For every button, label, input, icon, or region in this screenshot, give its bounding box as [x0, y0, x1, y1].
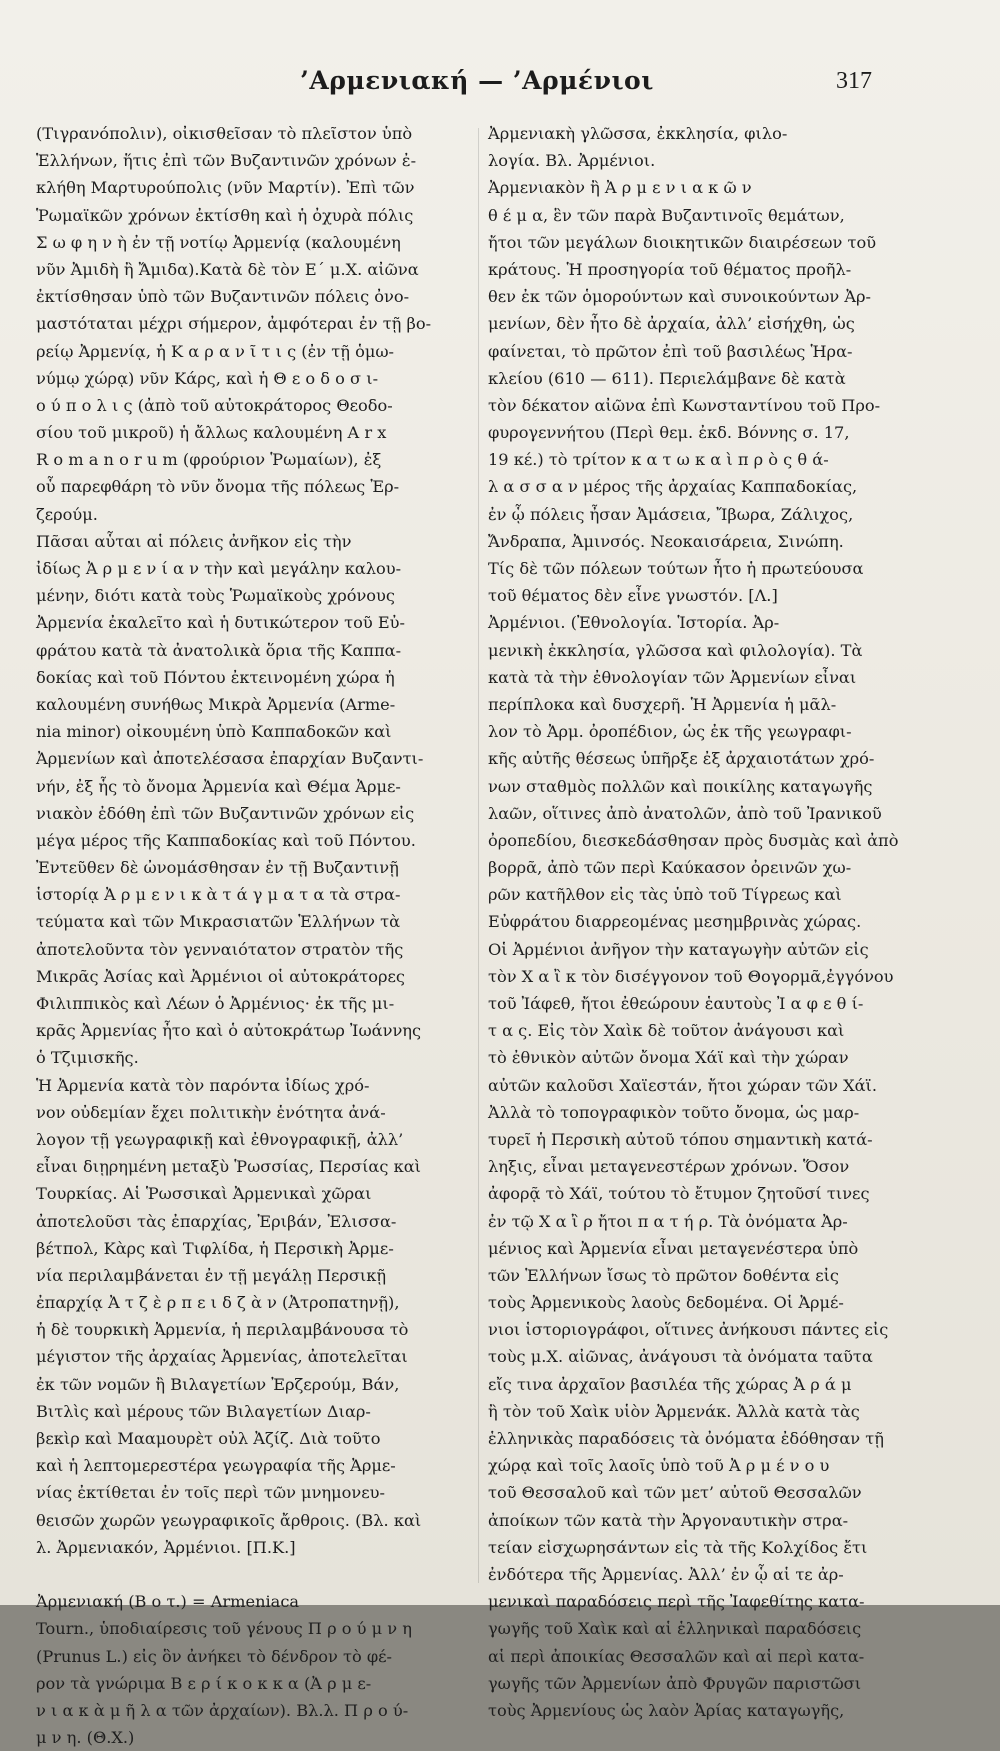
right-column-line: ληξις, εἶναι μεταγενεστέρων χρόνων. Ὅσον — [488, 1157, 850, 1177]
right-column-line: αἱ περὶ ἀποικίας Θεσσαλῶν καὶ αἱ περὶ κατα- — [488, 1646, 865, 1666]
right-column-line: Ἀλλὰ τὸ τοπογραφικὸν τοῦτο ὄνομα, ὡς μαρ- — [488, 1102, 860, 1122]
left-column-line: (Τιγρανόπολιν), οἰκισθεῖσαν τὸ πλεῖστον ὑπὸ — [36, 124, 413, 143]
left-column-line: νήν, ἐξ ἧς τὸ ὄνομα Ἀρμενία καὶ Θέμα Ἀρμε- — [36, 776, 401, 796]
left-column-line: Βιτλὶς καὶ μέρους τῶν Βιλαγετίων Διαρ- — [36, 1401, 371, 1421]
left-column-line: Μικρᾶς Ἀσίας καὶ Ἀρμένιοι οἱ αὐτοκράτορες — [36, 966, 405, 986]
left-column-line: Φιλιππικὸς καὶ Λέων ὁ Ἀρμένιος· ἐκ τῆς μι- — [36, 994, 395, 1013]
right-column — [488, 120, 920, 1724]
left-column-line: Ἀρμενίων καὶ ἀποτελέσασα ἐπαρχίαν Βυζαντι- — [36, 749, 424, 769]
left-column-line: Πᾶσαι αὗται αἱ πόλεις ἀνῆκον εἰς τὴν — [36, 531, 352, 551]
right-column-line: μένιος καὶ Ἀρμενία εἶναι μεταγενέστερα ὑπὸ — [488, 1238, 859, 1258]
left-column-line: Ἐντεῦθεν δὲ ὠνομάσθησαν ἐν τῇ Βυζαντινῇ — [36, 858, 399, 878]
left-column-line: ἰδίως Ἀ ρ μ ε ν ί α ν τὴν καὶ μεγάλην καλου- — [36, 559, 402, 578]
left-column-line: μένην, διότι κατὰ τοὺς Ῥωμαϊκοὺς χρόνους — [36, 586, 395, 606]
left-column-line: κλήθη Μαρτυρούπολις (νῦν Μαρτίν). Ἐπὶ τῶν — [36, 178, 415, 198]
left-column-line: θεισῶν χωρῶν γεωγραφικοῖς ἄρθροις. (Βλ. καὶ — [36, 1510, 422, 1530]
left-column-line: ἐκ τῶν νομῶν ἢ Βιλαγετίων Ἐρζερούμ, Βάν, — [36, 1374, 400, 1394]
right-column-line: λαῶν, οἵτινες ἀπὸ ἀνατολῶν, ἀπὸ τοῦ Ἰρανικοῦ — [488, 803, 882, 823]
right-column-line: τὸν δέκατον αἰῶνα ἐπὶ Κωνσταντίνου τοῦ Προ- — [488, 395, 881, 415]
left-column-line: nia minor) οἰκουμένη ὑπὸ Καππαδοκῶν καὶ — [36, 722, 392, 742]
left-column-line: καλουμένη συνήθως Μικρὰ Ἀρμενία (Arme- — [36, 694, 396, 714]
right-column-line: Ἀρμενιακὸν ἢ Ἀ ρ μ ε ν ι α κ ῶ ν — [488, 178, 752, 198]
right-column-line: νιοι ἱστοριογράφοι, οἵτινες ἀνήκουσι πάντες εἰς — [488, 1320, 889, 1340]
right-column-line: βορρᾶ, ἀπὸ τῶν περὶ Καύκασον ὀρεινῶν χω- — [488, 858, 852, 878]
left-column-line: Ῥωμαϊκῶν χρόνων ἐκτίσθη καὶ ἡ ὀχυρὰ πόλις — [36, 205, 414, 225]
left-column-line: δοκίας καὶ τοῦ Πόντου ἐκτεινομένη χώρα ἡ — [36, 667, 395, 687]
left-column — [36, 120, 468, 1751]
left-column-line: νῦν Ἀμιδὴ ἢ Ἄμιδα).Κατὰ δὲ τὸν Ε΄ μ.Χ. αἰῶνα — [36, 259, 419, 279]
right-column-line: ἢ τὸν τοῦ Χαὶκ υἱὸν Ἀρμενάκ. Ἀλλὰ κατὰ τὰς — [488, 1401, 860, 1421]
right-column-line: φαίνεται, τὸ πρῶτον ἐπὶ τοῦ βασιλέως Ἡρα- — [488, 341, 853, 361]
right-column-line: Ἄνδραπα, Ἀμινσός. Νεοκαισάρεια, Σινώπη. — [488, 531, 844, 551]
right-column-line: ρῶν κατῆλθον εἰς τὰς ὑπὸ τοῦ Τίγρεως καὶ — [488, 885, 842, 905]
right-column-line: τοὺς μ.Χ. αἰῶνας, ἀνάγουσι τὰ ὀνόματα ταῦτα — [488, 1347, 873, 1367]
right-column-line: ἀποίκων τῶν κατὰ τὴν Ἀργοναυτικὴν στρα- — [488, 1510, 849, 1530]
right-column-line: ἐνδότερα τῆς Ἀρμενίας. Ἀλλ’ ἐν ᾧ αἱ τε ἀρ- — [488, 1564, 844, 1584]
right-column-line: θ έ μ α, ἓν τῶν παρὰ Βυζαντινοῖς θεμάτων, — [488, 205, 845, 225]
right-column-line: λογία. Βλ. Ἀρμένιοι. — [488, 151, 656, 171]
right-column-line: κράτους. Ἡ προσηγορία τοῦ θέματος προῆλ- — [488, 259, 852, 279]
page-header — [22, 66, 872, 106]
left-column-line: ἱστορίᾳ Ἀ ρ μ ε ν ι κ ὰ τ ά γ μ α τ α τὰ στρα- — [36, 885, 401, 905]
left-column-line: καὶ ἡ λεπτομερεστέρα γεωγραφία τῆς Ἀρμε- — [36, 1456, 396, 1476]
left-column-line: τεύματα καὶ τῶν Μικρασιατῶν Ἑλλήνων τὰ — [36, 912, 401, 932]
left-column-line: μαστόταται μέχρι σήμερον, ἀμφότεραι ἐν τῇ βο- — [36, 314, 432, 334]
right-column-line: Ἀρμένιοι. (Ἐθνολογία. Ἱστορία. Ἀρ- — [488, 613, 780, 633]
page-number: 317 — [836, 68, 872, 94]
right-column-line: ἐν ᾧ πόλεις ἦσαν Ἀμάσεια, Ἴβωρα, Ζάλιχος, — [488, 504, 854, 524]
left-column-line: ἀποτελοῦσι τὰς ἐπαρχίας, Ἐριβάν, Ἐλισσα- — [36, 1211, 397, 1231]
right-column-line: τυρεῖ ἡ Περσικὴ αὐτοῦ τόπου σημαντικὴ κατά- — [488, 1129, 873, 1149]
right-column-line: χώρᾳ καὶ τοῖς λαοῖς ὑπὸ τοῦ Ἀ ρ μ έ ν ο υ — [488, 1456, 830, 1476]
right-column-line: τὸν Χ α ἲ κ τὸν δισέγγονον τοῦ Θογορμᾶ,ἐγγόνου — [488, 966, 894, 986]
right-column-line: περίπλοκα καὶ δυσχερῆ. Ἡ Ἀρμενία ἡ μᾶλ- — [488, 694, 837, 714]
left-column-line: Ἡ Ἀρμενία κατὰ τὸν παρόντα ἰδίως χρό- — [36, 1075, 370, 1095]
right-column-line: ἀφορᾷ τὸ Χάϊ, τούτου τὸ ἔτυμον ζητοῦσί τινες — [488, 1184, 870, 1204]
right-column-line: λον τὸ Ἀρμ. ὀροπέδιον, ὡς ἐκ τῆς γεωγραφι- — [488, 722, 852, 742]
right-column-line: τοῦ θέματος δὲν εἶνε γνωστόν. [Λ.] — [488, 586, 778, 606]
left-column-line: φράτου κατὰ τὰ ἀνατολικὰ ὅρια τῆς Καππα- — [36, 640, 402, 660]
left-column-line: οὗ παρεφθάρη τὸ νῦν ὄνομα τῆς πόλεως Ἐρ- — [36, 477, 400, 497]
left-column-line: σίου τοῦ μικροῦ) ἡ ἄλλως καλουμένη A r x — [36, 423, 387, 443]
right-column-line: μενίων, δὲν ἦτο δὲ ἀρχαία, ἀλλ’ εἰσήχθη, ὡς — [488, 314, 855, 334]
right-column-line: Εὐφράτου διαρρεομένας μεσημβρινὰς χώρας. — [488, 912, 862, 932]
left-column-line: R o m a n o r u m (φρούριον Ῥωμαίων), ἐξ — [36, 450, 382, 470]
right-column-line: τοὺς Ἀρμενικοὺς λαοὺς δεδομένα. Οἱ Ἀρμέ- — [488, 1293, 844, 1313]
left-column-line: ρον τὰ γνώριμα Β ε ρ ί κ ο κ κ α (Ἀ ρ μ ε- — [36, 1673, 372, 1693]
right-column-line: θεν ἐκ τῶν ὁμορούντων καὶ συνοικούντων Ἀρ- — [488, 287, 872, 307]
left-column-line: ἡ δὲ τουρκικὴ Ἀρμενία, ἡ περιλαμβάνουσα τὸ — [36, 1320, 409, 1340]
left-column-line: ὁ Τζιμισκῆς. — [36, 1048, 139, 1068]
right-column-line: κλείου (610 — 611). Περιελάμβανε δὲ κατὰ — [488, 368, 846, 388]
right-column-line: τῶν Ἑλλήνων ἴσως τὸ πρῶτον δοθέντα εἰς — [488, 1265, 839, 1285]
left-column-line: νύμῳ χώρᾳ) νῦν Κάρς, καὶ ἡ Θ ε ο δ ο σ ι- — [36, 368, 379, 388]
left-column-line: Tourn., ὑποδιαίρεσις τοῦ γένους Π ρ ο ύ μ ν η — [36, 1619, 412, 1639]
right-column-line: ἤτοι τῶν μεγάλων διοικητικῶν διαιρέσεων τοῦ — [488, 232, 877, 252]
left-column-line: Τουρκίας. Αἱ Ῥωσσικαὶ Ἀρμενικαὶ χῶραι — [36, 1184, 372, 1204]
left-column-line: ἐκτίσθησαν ὑπὸ τῶν Βυζαντινῶν πόλεις ὀνο- — [36, 287, 410, 307]
left-column-line: κρᾶς Ἀρμενίας ἦτο καὶ ὁ αὐτοκράτωρ Ἰωάννης — [36, 1021, 422, 1041]
left-column-line: ο ύ π ο λ ι ς (ἀπὸ τοῦ αὐτοκράτορος Θεοδο- — [36, 395, 393, 415]
left-column-line: μέγιστον τῆς ἀρχαίας Ἀρμενίας, ἀποτελεῖται — [36, 1347, 408, 1367]
right-column-line: τ α ς. Εἰς τὸν Χαὶκ δὲ τοῦτον ἀνάγουσι καὶ — [488, 1021, 845, 1041]
right-column-line: τοὺς Ἀρμενίους ὡς λαὸν Ἀρίας καταγωγῆς, — [488, 1700, 845, 1720]
right-column-line: Οἱ Ἀρμένιοι ἀνῆγον τὴν καταγωγὴν αὐτῶν εἰς — [488, 939, 869, 959]
left-column-line: ἀποτελοῦντα τὸν γενναιότατον στρατὸν τῆς — [36, 939, 404, 959]
left-column-line: νον οὐδεμίαν ἔχει πολιτικὴν ἑνότητα ἀνά- — [36, 1102, 386, 1122]
left-column-line: λ. Ἀρμενιακόν, Ἀρμένιοι. [Π.Κ.] — [36, 1537, 296, 1557]
left-column-line: εἶναι διῃρημένη μεταξὺ Ῥωσσίας, Περσίας καὶ — [36, 1157, 421, 1177]
left-column-line: νιακὸν ἐδόθη ἐπὶ τῶν Βυζαντινῶν χρόνων εἰς — [36, 803, 415, 823]
left-column-line: νία περιλαμβάνεται ἐν τῇ μεγάλῃ Περσικῇ — [36, 1265, 387, 1285]
left-column-line: ν ι α κ ὰ μ ῆ λ α τῶν ἀρχαίων). Βλ.λ. Π ρ ο ύ- — [36, 1700, 409, 1720]
left-column-line: ἐπαρχίᾳ Ἀ τ ζ ὲ ρ π ε ι δ ζ ὰ ν (Ἀτροπατηνῇ), — [36, 1293, 400, 1313]
right-column-line: γωγῆς τῶν Ἀρμενίων ἀπὸ Φρυγῶν παριστῶσι — [488, 1673, 862, 1693]
right-column-line: τοῦ Ἰάφεθ, ἤτοι ἐθεώρουν ἑαυτοὺς Ἰ α φ ε θ ί- — [488, 994, 864, 1013]
left-column-line — [36, 1561, 468, 1588]
left-column-line: ρείῳ Ἀρμενίᾳ, ἡ Κ α ρ α ν ῖ τ ι ς (ἐν τῇ ὁμω- — [36, 341, 395, 361]
right-column-line: ἑλληνικὰς παραδόσεις τὰ ὀνόματα ἐδόθησαν τῇ — [488, 1429, 884, 1448]
right-column-line: Ἀρμενιακὴ γλῶσσα, ἐκκλησία, φιλο- — [488, 124, 788, 143]
right-column-line: φυρογεννήτου (Περὶ θεμ. ἐκδ. Βόννης σ. 17, — [488, 423, 850, 443]
right-column-line: Τίς δὲ τῶν πόλεων τούτων ἦτο ἡ πρωτεύουσα — [488, 559, 864, 578]
left-column-line: Ἀρμενία ἐκαλεῖτο καὶ ἡ δυτικώτερον τοῦ Εὐ- — [36, 613, 405, 633]
right-column-line: τοῦ Θεσσαλοῦ καὶ τῶν μετ’ αὐτοῦ Θεσσαλῶν — [488, 1483, 862, 1503]
left-column-line: βέτπολ, Κὰρς καὶ Τιφλίδα, ἡ Περσικὴ Ἀρμε- — [36, 1238, 394, 1258]
right-column-line: εἴς τινα ἀρχαῖον βασιλέα τῆς χώρας Ἀ ρ ά μ — [488, 1374, 852, 1394]
right-column-line: τείαν εἰσχωρησάντων εἰς τὰ τῆς Κολχίδος ἔτι — [488, 1537, 868, 1557]
left-column-line: Σ ω φ η ν ὴ ἐν τῇ νοτίῳ Ἀρμενίᾳ (καλουμένη — [36, 232, 401, 252]
right-column-line: ὀροπεδίου, διεσκεδάσθησαν πρὸς δυσμὰς καὶ ἀπὸ — [488, 830, 899, 850]
right-column-line: 19 κέ.) τὸ τρίτον κ α τ ω κ α ὶ π ρ ὸ ς θ ά- — [488, 450, 829, 470]
left-column-line: μ ν η. (Θ.Χ.) — [36, 1728, 135, 1748]
right-column-line: νων σταθμὸς πολλῶν καὶ ποικίλης καταγωγῆς — [488, 776, 873, 796]
running-title: ’Αρμενιακή — ’Αρμένιοι — [300, 66, 654, 95]
right-column-line: κατὰ τὰ τὴν ἐθνολογίαν τῶν Ἀρμενίων εἶναι — [488, 667, 857, 687]
right-column-line: αὐτῶν καλοῦσι Χαϊεστάν, ἤτοι χώραν τῶν Χάϊ. — [488, 1075, 878, 1095]
left-column-line: νίας ἐκτίθεται ἐν τοῖς περὶ τῶν μνημονευ- — [36, 1483, 385, 1503]
right-column-line: ἐν τῷ Χ α ἲ ρ ἤτοι π α τ ή ρ. Τὰ ὀνόματα Ἀρ- — [488, 1211, 848, 1231]
left-column-line: (Prunus L.) εἰς ὃν ἀνήκει τὸ δένδρον τὸ φέ- — [36, 1646, 393, 1666]
left-column-line: λογον τῇ γεωγραφικῇ καὶ ἐθνογραφικῇ, ἀλλ’ — [36, 1129, 404, 1149]
left-column-line: Ἀρμενιακή (Β ο τ.) = Armeniaca — [36, 1592, 300, 1612]
right-column-line: μενικὴ ἐκκλησία, γλῶσσα καὶ φιλολογία). Τὰ — [488, 640, 863, 660]
column-divider — [478, 128, 479, 1583]
left-column-line: Ἑλλήνων, ἥτις ἐπὶ τῶν Βυζαντινῶν χρόνων ἐ- — [36, 151, 417, 171]
right-column-line: μενικαὶ παραδόσεις περὶ τῆς Ἰαφεθίτης κατα- — [488, 1592, 865, 1612]
right-column-line: κῆς αὐτῆς θέσεως ὑπῆρξε ἐξ ἀρχαιοτάτων χρό- — [488, 749, 875, 769]
right-column-line: τὸ ἐθνικὸν αὐτῶν ὄνομα Χάϊ καὶ τὴν χώραν — [488, 1048, 849, 1068]
right-column-line: γωγῆς τοῦ Χαὶκ καὶ αἱ ἑλληνικαὶ παραδόσεις — [488, 1619, 862, 1639]
right-column-line: λ α σ σ α ν μέρος τῆς ἀρχαίας Καππαδοκίας, — [488, 477, 858, 497]
left-column-line: ζερούμ. — [36, 504, 98, 524]
left-column-line: βεκὶρ καὶ Μααμουρὲτ οὐλ Ἀζίζ. Διὰ τοῦτο — [36, 1429, 381, 1448]
left-column-line: μέγα μέρος τῆς Καππαδοκίας καὶ τοῦ Πόντου. — [36, 830, 416, 850]
